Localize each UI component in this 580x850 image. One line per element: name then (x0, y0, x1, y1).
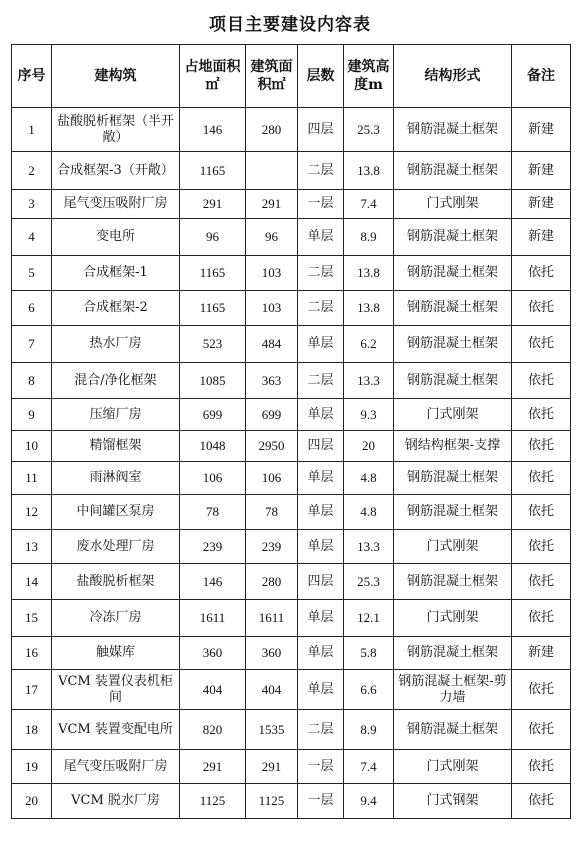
cell-height: 9.4 (344, 784, 394, 819)
cell-height: 4.8 (344, 495, 394, 530)
cell-land-area: 239 (180, 530, 246, 564)
cell-seq: 3 (12, 190, 52, 219)
cell-structure: 钢筋混凝土框架 (394, 637, 512, 670)
cell-building: 混合/净化框架 (52, 363, 180, 399)
table-row (12, 219, 571, 256)
cell-height: 7.4 (344, 750, 394, 784)
cell-note: 依托 (512, 750, 571, 784)
cell-note: 依托 (512, 256, 571, 291)
cell-building: 触媒库 (52, 637, 180, 670)
cell-structure: 钢筋混凝土框架 (394, 291, 512, 326)
cell-floor-area: 1125 (246, 784, 298, 819)
cell-building: 废水处理厂房 (52, 530, 180, 564)
header-floor-area: 建筑面积㎡ (246, 45, 298, 108)
table-row (12, 637, 571, 670)
cell-floor-area: 96 (246, 219, 298, 256)
cell-floor-area: 78 (246, 495, 298, 530)
table-row (12, 363, 571, 399)
cell-building: VCM 装置变配电所 (52, 710, 180, 750)
cell-floors: 单层 (298, 637, 344, 670)
cell-seq: 6 (12, 291, 52, 326)
cell-height: 6.6 (344, 670, 394, 710)
cell-floors: 单层 (298, 326, 344, 363)
cell-note: 依托 (512, 495, 571, 530)
cell-building: 合成框架-1 (52, 256, 180, 291)
cell-floors: 二层 (298, 710, 344, 750)
cell-building: 压缩厂房 (52, 399, 180, 431)
cell-height: 9.3 (344, 399, 394, 431)
cell-seq: 19 (12, 750, 52, 784)
cell-height: 25.3 (344, 564, 394, 600)
cell-building: 盐酸脱析框架（半开敞） (52, 108, 180, 152)
cell-structure: 钢结构框架-支撑 (394, 431, 512, 462)
table-row (12, 750, 571, 784)
cell-note: 依托 (512, 462, 571, 495)
cell-floors: 二层 (298, 363, 344, 399)
cell-note: 依托 (512, 431, 571, 462)
cell-note: 依托 (512, 363, 571, 399)
table-row (12, 564, 571, 600)
cell-land-area: 820 (180, 710, 246, 750)
cell-land-area: 146 (180, 108, 246, 152)
cell-seq: 13 (12, 530, 52, 564)
cell-structure: 钢筋混凝土框架 (394, 152, 512, 190)
cell-note: 依托 (512, 670, 571, 710)
cell-seq: 17 (12, 670, 52, 710)
cell-building: 中间罐区泵房 (52, 495, 180, 530)
table-row (12, 152, 571, 190)
cell-structure: 门式刚架 (394, 399, 512, 431)
cell-floor-area: 404 (246, 670, 298, 710)
cell-seq: 10 (12, 431, 52, 462)
cell-floors: 四层 (298, 108, 344, 152)
cell-height: 8.9 (344, 710, 394, 750)
table-row (12, 462, 571, 495)
table-row (12, 399, 571, 431)
cell-height: 4.8 (344, 462, 394, 495)
cell-height: 5.8 (344, 637, 394, 670)
table-row (12, 495, 571, 530)
table-row (12, 108, 571, 152)
cell-height: 13.3 (344, 530, 394, 564)
cell-structure: 钢筋混凝土框架 (394, 710, 512, 750)
cell-floor-area: 291 (246, 750, 298, 784)
cell-building: 雨淋阀室 (52, 462, 180, 495)
header-row (12, 45, 571, 108)
cell-floor-area: 360 (246, 637, 298, 670)
header-structure: 结构形式 (394, 45, 512, 108)
cell-land-area: 1048 (180, 431, 246, 462)
cell-land-area: 1165 (180, 256, 246, 291)
cell-land-area: 1125 (180, 784, 246, 819)
cell-note: 依托 (512, 399, 571, 431)
cell-structure: 门式刚架 (394, 750, 512, 784)
cell-land-area: 1611 (180, 600, 246, 637)
table-row (12, 670, 571, 710)
cell-note: 依托 (512, 710, 571, 750)
cell-structure: 钢筋混凝土框架 (394, 108, 512, 152)
header-note: 备注 (512, 45, 571, 108)
cell-seq: 12 (12, 495, 52, 530)
cell-floor-area: 280 (246, 108, 298, 152)
cell-note: 依托 (512, 600, 571, 637)
cell-land-area: 1165 (180, 291, 246, 326)
cell-height: 7.4 (344, 190, 394, 219)
cell-land-area: 523 (180, 326, 246, 363)
cell-floor-area: 291 (246, 190, 298, 219)
cell-building: 尾气变压吸附厂房 (52, 190, 180, 219)
cell-floors: 单层 (298, 670, 344, 710)
cell-building: 变电所 (52, 219, 180, 256)
cell-floor-area: 103 (246, 256, 298, 291)
cell-floor-area: 280 (246, 564, 298, 600)
table-row (12, 256, 571, 291)
cell-land-area: 78 (180, 495, 246, 530)
cell-floors: 单层 (298, 600, 344, 637)
cell-structure: 钢筋混凝土框架 (394, 363, 512, 399)
cell-floors: 四层 (298, 564, 344, 600)
cell-floors: 二层 (298, 152, 344, 190)
cell-floor-area: 2950 (246, 431, 298, 462)
cell-floors: 单层 (298, 530, 344, 564)
cell-structure: 门式刚架 (394, 600, 512, 637)
table-row (12, 784, 571, 819)
cell-note: 新建 (512, 219, 571, 256)
cell-note: 新建 (512, 637, 571, 670)
cell-floor-area: 103 (246, 291, 298, 326)
table-row (12, 431, 571, 462)
cell-seq: 8 (12, 363, 52, 399)
cell-note: 依托 (512, 784, 571, 819)
cell-building: 尾气变压吸附厂房 (52, 750, 180, 784)
cell-floors: 四层 (298, 431, 344, 462)
cell-floors: 单层 (298, 219, 344, 256)
table-row (12, 190, 571, 219)
cell-height: 6.2 (344, 326, 394, 363)
header-seq: 序号 (12, 45, 52, 108)
cell-seq: 20 (12, 784, 52, 819)
cell-note: 新建 (512, 152, 571, 190)
cell-note: 依托 (512, 564, 571, 600)
cell-floor-area: 699 (246, 399, 298, 431)
cell-height: 25.3 (344, 108, 394, 152)
cell-floor-area: 1611 (246, 600, 298, 637)
cell-land-area: 106 (180, 462, 246, 495)
cell-structure: 钢筋混凝土框架-剪力墙 (394, 670, 512, 710)
table-body (12, 108, 571, 819)
cell-height: 13.8 (344, 291, 394, 326)
cell-building: 合成框架-3（开敞） (52, 152, 180, 190)
cell-floors: 二层 (298, 291, 344, 326)
table-row (12, 710, 571, 750)
cell-note: 新建 (512, 190, 571, 219)
cell-land-area: 404 (180, 670, 246, 710)
cell-floor-area: 239 (246, 530, 298, 564)
cell-seq: 9 (12, 399, 52, 431)
cell-floors: 一层 (298, 750, 344, 784)
cell-building: 冷冻厂房 (52, 600, 180, 637)
cell-seq: 1 (12, 108, 52, 152)
cell-structure: 钢筋混凝土框架 (394, 495, 512, 530)
cell-building: 合成框架-2 (52, 291, 180, 326)
cell-land-area: 1165 (180, 152, 246, 190)
cell-structure: 钢筋混凝土框架 (394, 219, 512, 256)
table-row (12, 326, 571, 363)
construction-table (11, 44, 571, 819)
cell-land-area: 146 (180, 564, 246, 600)
cell-floor-area: 1535 (246, 710, 298, 750)
cell-floors: 单层 (298, 399, 344, 431)
cell-floor-area: 484 (246, 326, 298, 363)
cell-seq: 11 (12, 462, 52, 495)
cell-note: 新建 (512, 108, 571, 152)
cell-seq: 16 (12, 637, 52, 670)
cell-land-area: 291 (180, 190, 246, 219)
cell-structure: 门式刚架 (394, 530, 512, 564)
cell-building: 盐酸脱析框架 (52, 564, 180, 600)
cell-floors: 单层 (298, 495, 344, 530)
header-floors: 层数 (298, 45, 344, 108)
cell-note: 依托 (512, 326, 571, 363)
cell-structure: 门式钢架 (394, 784, 512, 819)
cell-land-area: 699 (180, 399, 246, 431)
cell-floors: 二层 (298, 256, 344, 291)
cell-building: 热水厂房 (52, 326, 180, 363)
cell-building: 精馏框架 (52, 431, 180, 462)
cell-height: 20 (344, 431, 394, 462)
header-building: 建构筑 (52, 45, 180, 108)
cell-floor-area: 106 (246, 462, 298, 495)
cell-height: 8.9 (344, 219, 394, 256)
cell-floor-area: 363 (246, 363, 298, 399)
cell-seq: 4 (12, 219, 52, 256)
cell-structure: 钢筋混凝土框架 (394, 564, 512, 600)
cell-land-area: 96 (180, 219, 246, 256)
cell-seq: 18 (12, 710, 52, 750)
cell-seq: 15 (12, 600, 52, 637)
cell-land-area: 1085 (180, 363, 246, 399)
cell-height: 13.3 (344, 363, 394, 399)
cell-structure: 钢筋混凝土框架 (394, 326, 512, 363)
cell-seq: 7 (12, 326, 52, 363)
cell-structure: 钢筋混凝土框架 (394, 256, 512, 291)
cell-land-area: 291 (180, 750, 246, 784)
cell-structure: 钢筋混凝土框架 (394, 462, 512, 495)
cell-height: 13.8 (344, 152, 394, 190)
cell-note: 依托 (512, 530, 571, 564)
cell-note: 依托 (512, 291, 571, 326)
cell-seq: 2 (12, 152, 52, 190)
cell-building: VCM 脱水厂房 (52, 784, 180, 819)
cell-seq: 14 (12, 564, 52, 600)
page-title: 项目主要建设内容表 (209, 15, 371, 35)
cell-floors: 一层 (298, 190, 344, 219)
cell-floors: 单层 (298, 462, 344, 495)
cell-land-area: 360 (180, 637, 246, 670)
cell-height: 12.1 (344, 600, 394, 637)
cell-floors: 一层 (298, 784, 344, 819)
table-row (12, 600, 571, 637)
cell-height: 13.8 (344, 256, 394, 291)
header-height: 建筑高度m (344, 45, 394, 108)
table-row (12, 291, 571, 326)
cell-building: VCM 装置仪表机柜间 (52, 670, 180, 710)
table-row (12, 530, 571, 564)
cell-structure: 门式刚架 (394, 190, 512, 219)
cell-seq: 5 (12, 256, 52, 291)
header-land-area: 占地面积㎡ (180, 45, 246, 108)
cell-floor-area (246, 152, 298, 190)
